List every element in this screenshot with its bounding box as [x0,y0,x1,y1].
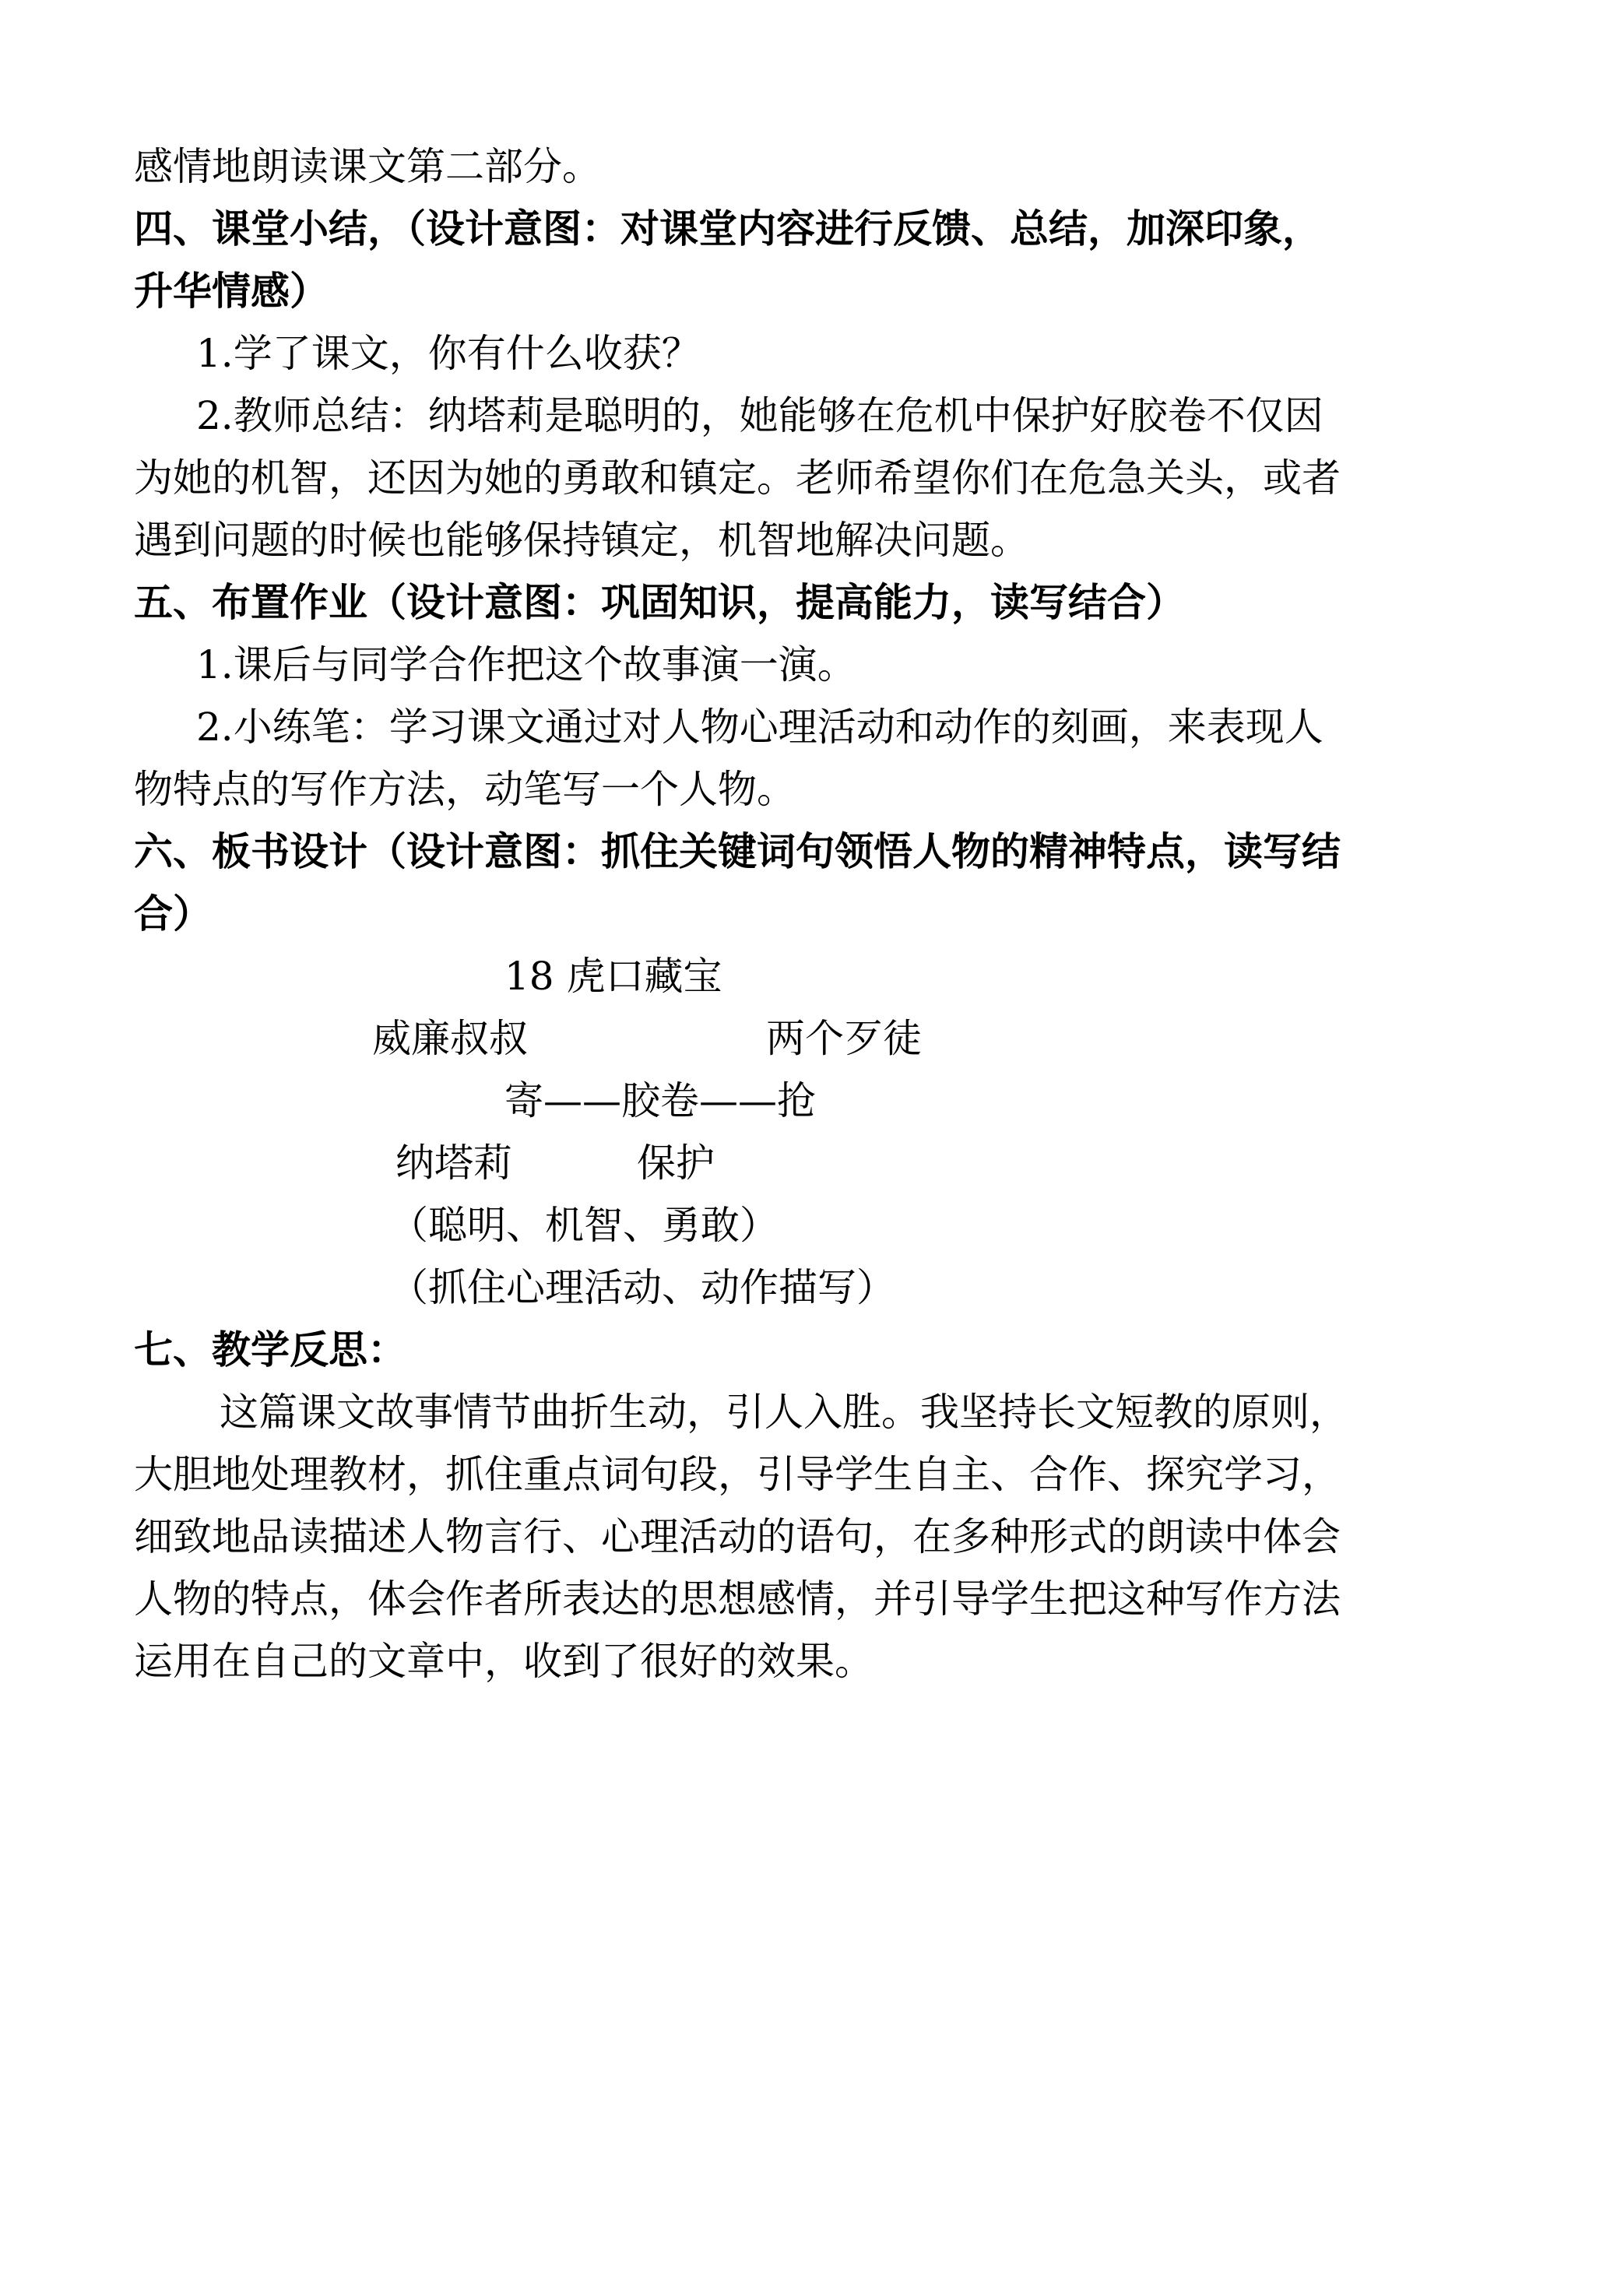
board-action: 保护 [637,1140,715,1186]
section7-body-line-3: 细致地品读描述人物言行、心理活动的语句，在多种形式的朗读中体会 [134,1514,1341,1559]
board-right-character: 两个歹徒 [766,1016,922,1061]
section4-heading: 四、课堂小结，（设计意图：对课堂内容进行反馈、总结，加深印象， [134,206,1321,251]
section4-item-2-line-3: 遇到问题的时候也能够保持镇定，机智地解决问题。 [134,518,1029,563]
section5-item-2-line-2: 物特点的写作方法，动笔写一个人物。 [134,767,796,812]
section4-item-2-line-2: 为她的机智，还因为她的勇敢和镇定。老师希望你们在危急关头，或者 [134,455,1341,501]
section4-item-2: 2.教师总结：纳塔莉是聪明的，她能够在危机中保护好胶卷不仅因 [196,393,1323,438]
board-heroine: 纳塔莉 [395,1140,512,1186]
section5-item-1: 1.课后与同学合作把这个故事演一演。 [196,642,856,687]
board-method: （抓住心理活动、动作描写） [389,1265,895,1310]
section4-item-1: 1.学了课文，你有什么收获？ [196,331,701,376]
section5-item-2: 2.小练笔：学习课文通过对人物心理活动和动作的刻画，来表现人 [196,705,1323,750]
board-traits: （聪明、机智、勇敢） [389,1203,779,1248]
section7-body-line-2: 大胆地处理教材，抓住重点词句段，引导学生自主、合作、探究学习， [134,1452,1341,1497]
section6-heading: 六、板书设计（设计意图：抓住关键词句领悟人物的精神特点，读写结 [134,829,1341,874]
board-relation: 寄——胶卷——抢 [504,1078,816,1123]
section5-heading: 五、布置作业（设计意图：巩固知识，提高能力，读写结合） [134,580,1185,625]
section7-body-line-4: 人物的特点，体会作者所表达的思想感情，并引导学生把这种写作方法 [134,1576,1341,1622]
section7-body: 这篇课文故事情节曲折生动，引人入胜。我坚持长文短教的原则， [220,1390,1348,1435]
section7-heading: 七、教学反思： [134,1327,406,1372]
section7-body-line-5: 运用在自己的文章中，收到了很好的效果。 [134,1639,874,1684]
intro-text: 感情地朗读课文第二部分。 [134,144,601,189]
board-title: 18 虎口藏宝 [504,954,722,999]
section4-heading-continued: 升华情感） [134,269,329,314]
board-left-character: 威廉叔叔 [372,1016,528,1061]
section6-heading-continued: 合） [134,891,212,937]
